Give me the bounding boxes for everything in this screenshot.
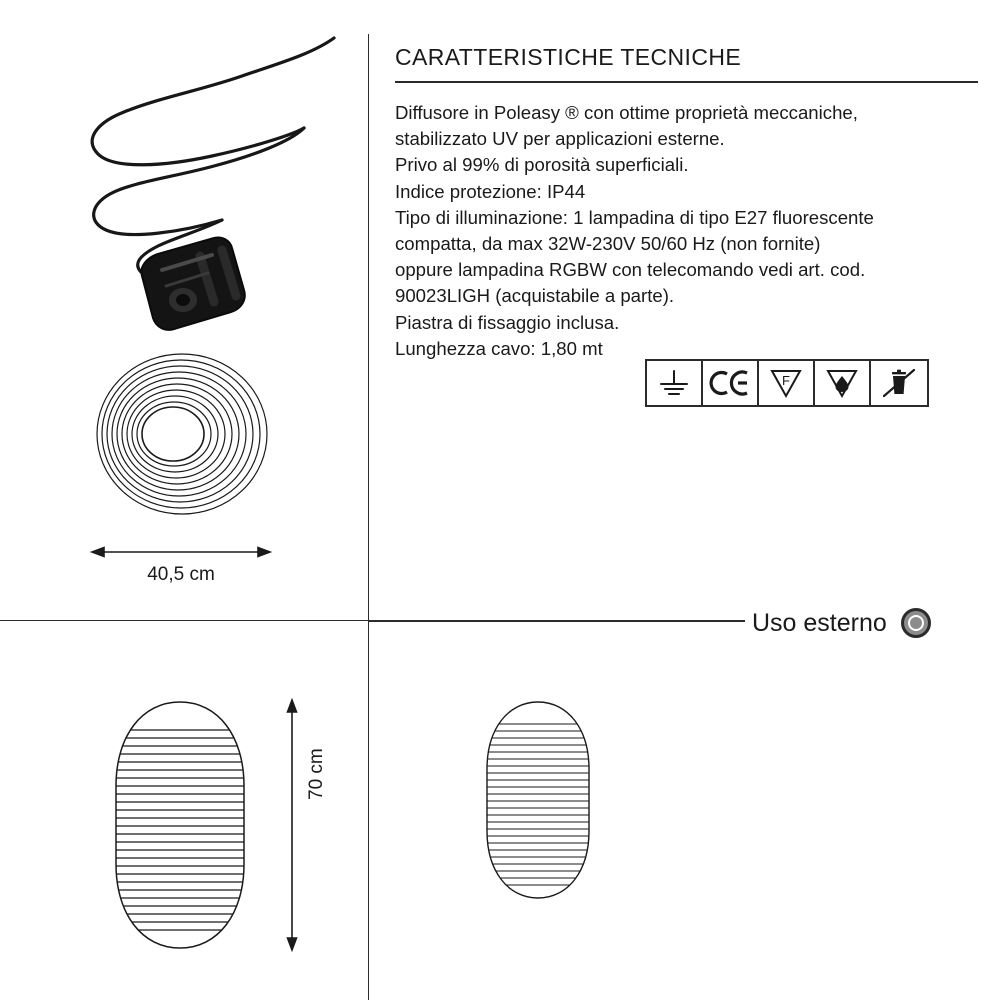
class-f-mark-label: F bbox=[782, 373, 790, 388]
height-dimension-arrow bbox=[280, 700, 330, 950]
outdoor-use-indicator bbox=[752, 608, 931, 638]
outdoor-use-dot-icon bbox=[901, 608, 931, 638]
horizontal-divider-left bbox=[0, 620, 368, 621]
power-cable-photo bbox=[62, 24, 352, 334]
top-view-drawing bbox=[95, 352, 270, 517]
spec-line: Privo al 99% di porosità superficiali. bbox=[395, 154, 689, 176]
spec-line: Indice protezione: IP44 bbox=[395, 180, 586, 202]
outdoor-use-label: Uso esterno bbox=[752, 608, 887, 637]
vertical-divider-lower bbox=[368, 622, 369, 1000]
spec-line: stabilizzato UV per applicazioni esterne. bbox=[395, 128, 725, 150]
weee-crossed-bin-mark bbox=[871, 361, 927, 405]
spec-line: Tipo di illuminazione: 1 lampadina di tipo E27 fluorescente bbox=[395, 206, 874, 228]
certification-marks-row bbox=[645, 359, 929, 407]
earth-ground-mark bbox=[647, 361, 703, 405]
spec-line: oppure lampadina RGBW con telecomando vedi art. cod. bbox=[395, 259, 866, 281]
specifications-panel bbox=[395, 44, 985, 362]
spec-line: Piastra di fissaggio inclusa. bbox=[395, 311, 620, 333]
front-view-drawing-large bbox=[110, 700, 250, 950]
drop-ip-mark bbox=[815, 361, 871, 405]
spec-line: Diffusore in Poleasy ® con ottime proprietà meccaniche, bbox=[395, 102, 858, 123]
front-view-drawing-small bbox=[483, 700, 593, 900]
height-dimension-label: 70 cm bbox=[306, 748, 327, 800]
spec-line: Lunghezza cavo: 1,80 mt bbox=[395, 337, 603, 359]
page-title: CARATTERISTICHE TECNICHE bbox=[395, 44, 978, 83]
ce-mark bbox=[703, 361, 759, 405]
width-dimension-label: 40,5 cm bbox=[147, 564, 215, 585]
spec-line: compatta, da max 32W-230V 50/60 Hz (non fornite) bbox=[395, 233, 821, 255]
specifications-text bbox=[395, 100, 985, 362]
horizontal-divider-right bbox=[368, 620, 745, 622]
class-f-mark bbox=[759, 361, 815, 405]
spec-line: 90023LIGH (acquistabile a parte). bbox=[395, 285, 675, 307]
vertical-divider-upper bbox=[368, 34, 369, 620]
